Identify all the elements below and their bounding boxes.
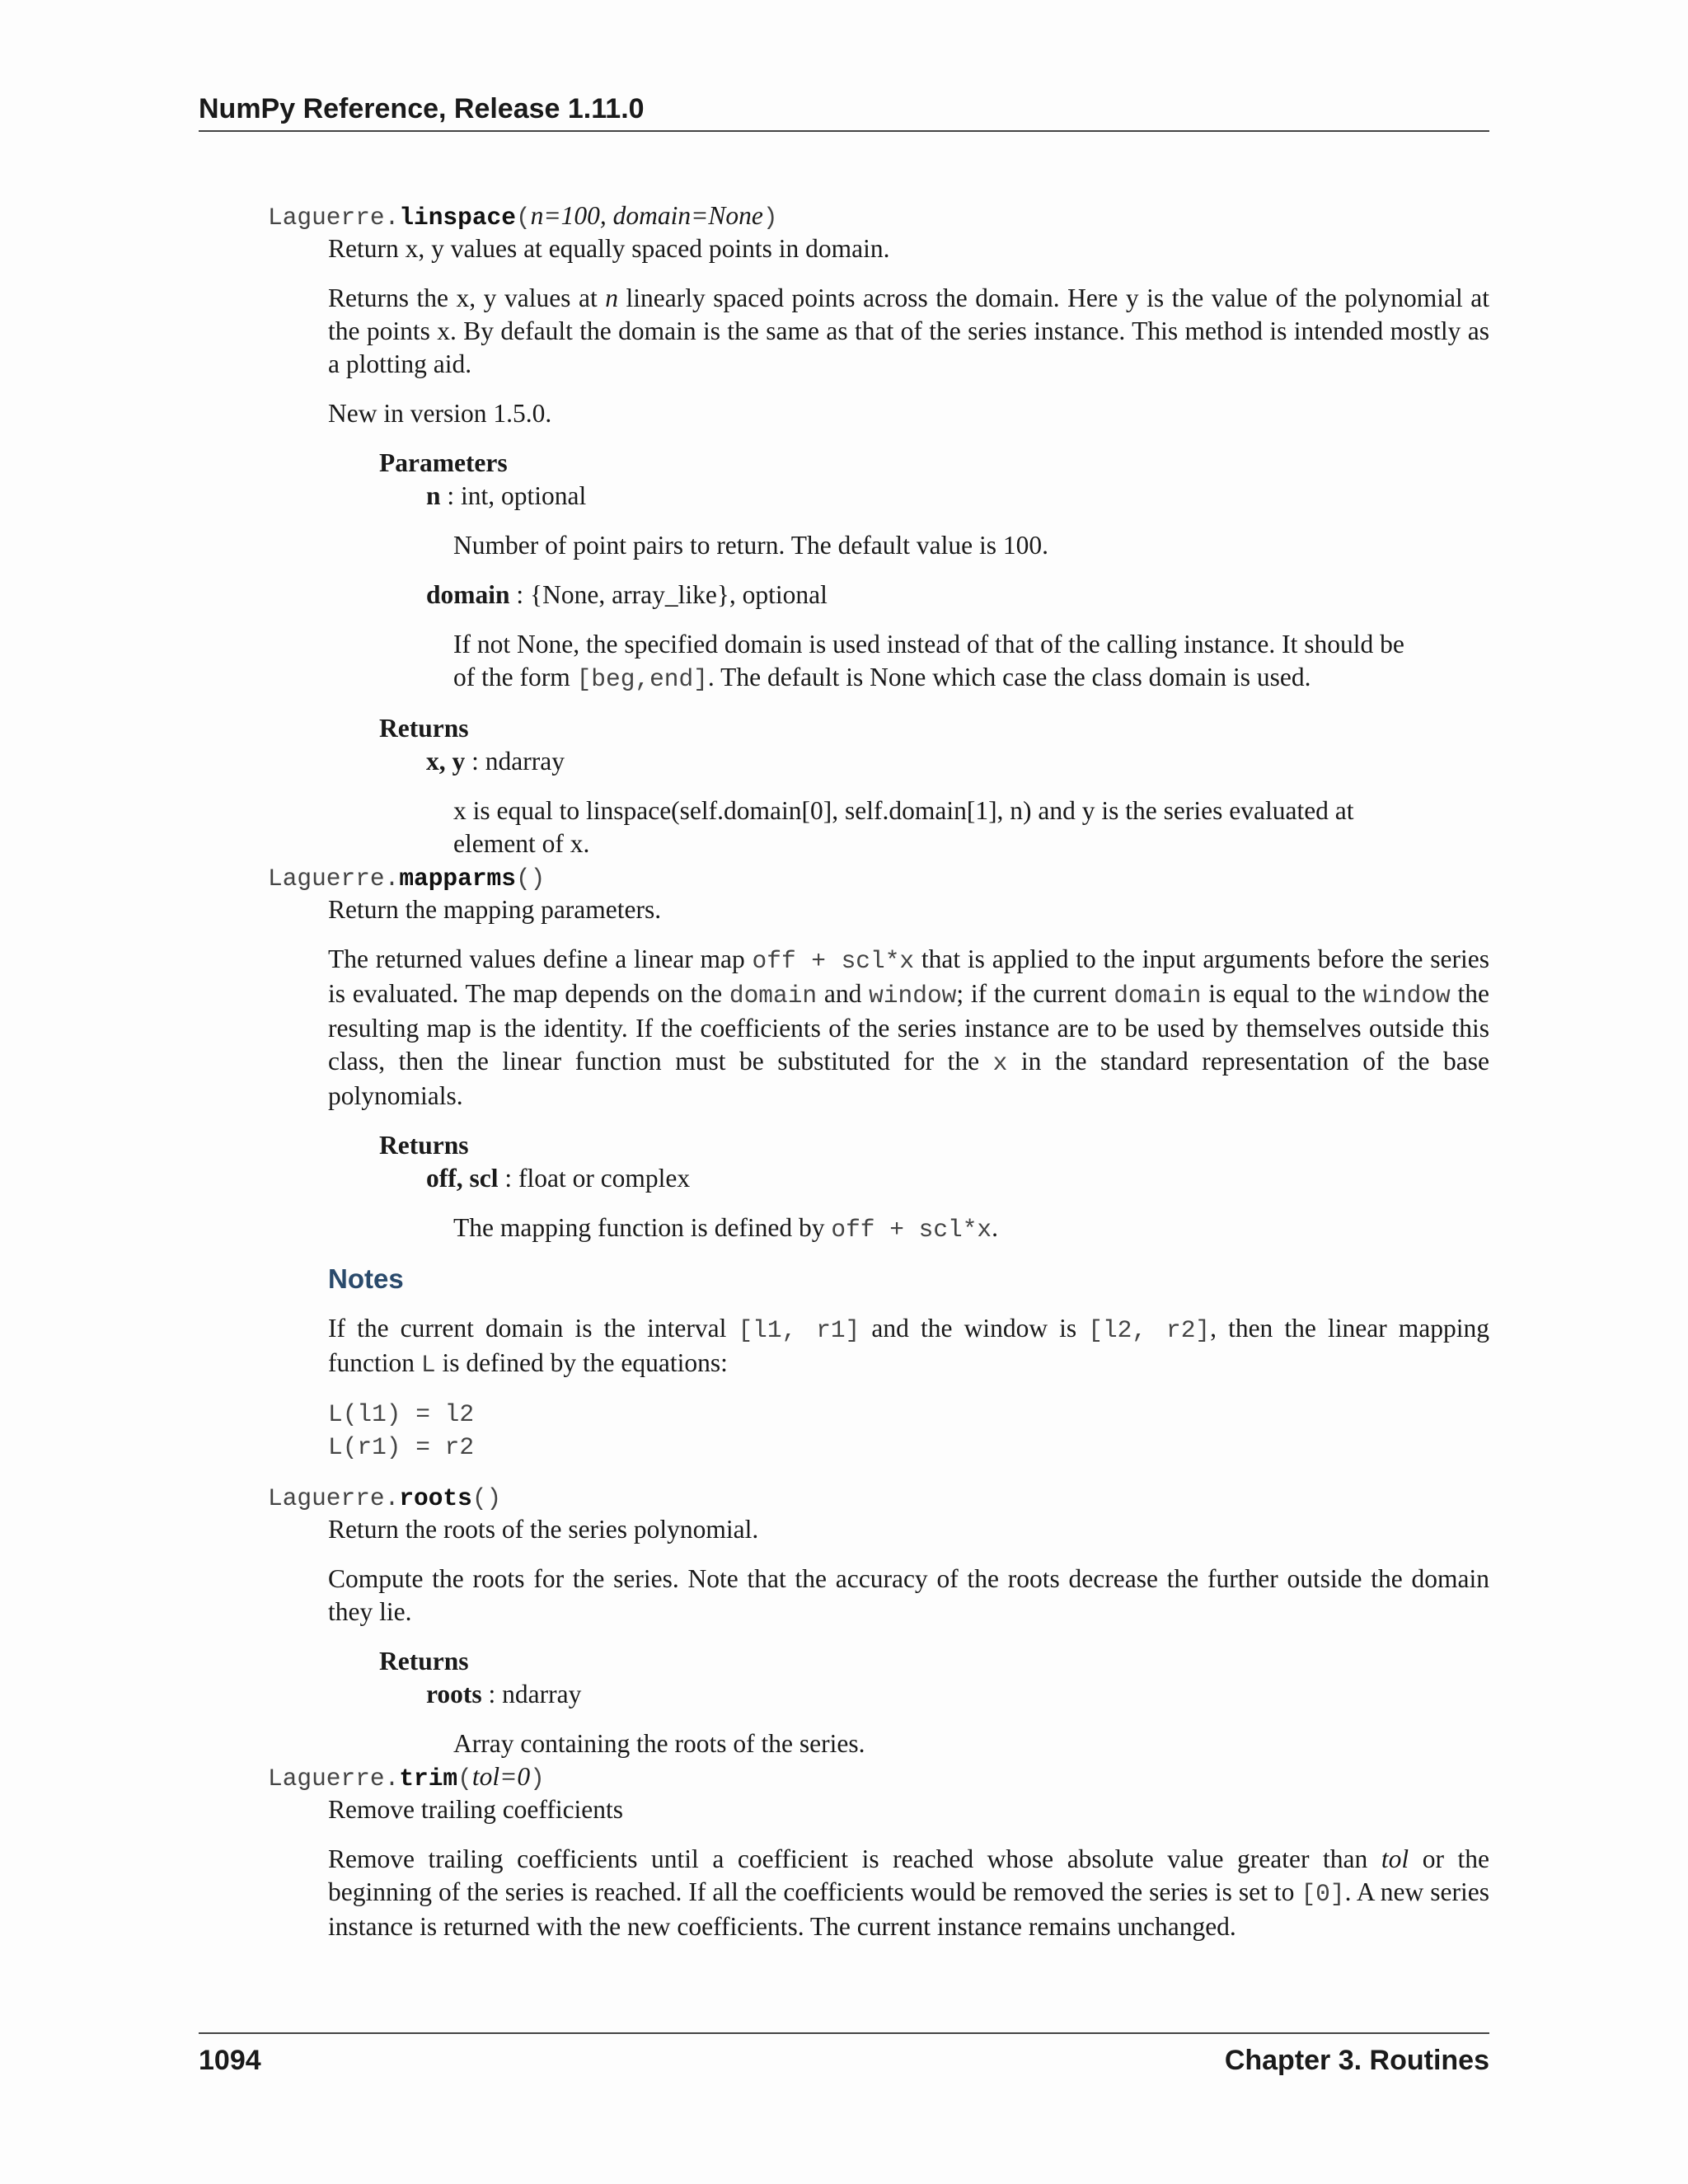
returns-heading: Returns <box>379 1131 469 1160</box>
return-name: x, y <box>426 747 466 776</box>
version-note: New in version 1.5.0. <box>328 399 552 428</box>
return-type: : float or complex <box>498 1164 691 1193</box>
notes-heading: Notes <box>328 1263 404 1294</box>
method-name: roots <box>399 1484 472 1512</box>
param-n <box>426 480 1489 513</box>
class-prefix: Laguerre. <box>268 1765 400 1793</box>
page-content <box>0 199 1688 1960</box>
text: linearly spaced points across the domain. Here y is the value of the polynomial at the points x. By default the domain is the same as that of the series instance. This method is intended mostly as a plotting aid. <box>328 284 1489 378</box>
text: If not None, the specified domain is used instead of that of the calling instance. It should be of the form <box>453 630 1404 691</box>
return-description: Array containing the roots of the series. <box>453 1729 865 1758</box>
method-args: tol=0 <box>471 1762 531 1791</box>
return-type: : ndarray <box>481 1680 582 1708</box>
method-body-linspace <box>328 232 1489 860</box>
inline-code: [l2, r2] <box>1088 1316 1211 1344</box>
parens: () <box>515 865 546 893</box>
summary: Remove trailing coefficients <box>328 1795 624 1824</box>
paren-open: ( <box>457 1765 472 1793</box>
inline-code: [l1, r1] <box>738 1316 860 1344</box>
return-off-scl <box>426 1162 1489 1195</box>
inline-code: [0] <box>1301 1880 1345 1908</box>
returns-heading: Returns <box>379 1647 469 1675</box>
code-block <box>328 1398 1489 1464</box>
page-footer <box>199 2032 1489 2077</box>
summary: Return x, y values at equally spaced points in domain. <box>328 234 890 263</box>
inline-code: x <box>992 1049 1008 1077</box>
text-italic: n <box>605 284 618 312</box>
inline-code: domain <box>1114 982 1202 1010</box>
text: the resulting map is the identity. If the coefficients of the series instance are to be used by themselves outside this class, then the linear function must be substituted for the <box>328 979 1490 1076</box>
page-header <box>199 92 1489 132</box>
description: Compute the roots for the series. Note that the accuracy of the roots decrease the further outside the domain they lie. <box>328 1564 1489 1626</box>
description <box>328 1843 1489 1943</box>
class-prefix: Laguerre. <box>268 865 400 893</box>
chapter-title: Chapter 3. Routines <box>1224 2045 1489 2076</box>
text: Remove trailing coefficients until a coefficient is reached whose absolute value greater than <box>328 1844 1381 1873</box>
text: that is applied to the input arguments before the series is evaluated. The map depends on the <box>328 944 1489 1008</box>
page-number: 1094 <box>199 2045 261 2076</box>
description <box>328 282 1489 381</box>
text: in the standard representation of the base polynomials. <box>328 1047 1489 1110</box>
text: If the current domain is the interval <box>328 1314 738 1343</box>
code-line: L(r1) = r2 <box>328 1433 475 1461</box>
method-body-roots <box>328 1513 1489 1760</box>
text: and <box>817 979 870 1008</box>
method-signature-trim <box>268 1760 1688 1793</box>
param-description <box>453 628 1409 696</box>
text: is defined by the equations: <box>435 1348 728 1377</box>
summary: Return the roots of the series polynomial. <box>328 1515 759 1544</box>
inline-code: off + scl*x <box>831 1216 992 1244</box>
inline-code: window <box>869 982 957 1010</box>
method-name: mapparms <box>399 865 516 893</box>
inline-code: window <box>1362 982 1451 1010</box>
text: ; if the current <box>956 979 1114 1008</box>
param-type: : {None, array_like}, optional <box>509 580 828 609</box>
text: is equal to the <box>1201 979 1363 1008</box>
text: The mapping function is defined by <box>453 1213 832 1242</box>
method-name: trim <box>399 1765 458 1793</box>
summary: Return the mapping parameters. <box>328 895 662 924</box>
method-signature-mapparms <box>268 860 1688 893</box>
paren-close: ) <box>762 204 778 232</box>
param-description: Number of point pairs to return. The default value is 100. <box>453 531 1048 560</box>
return-xy <box>426 745 1489 778</box>
method-body-mapparms <box>328 893 1489 1464</box>
inline-code: [beg,end] <box>576 665 708 693</box>
text: The returned values define a linear map <box>328 944 753 973</box>
paren-open: ( <box>515 204 531 232</box>
return-roots <box>426 1678 1489 1711</box>
inline-code: off + scl*x <box>752 947 915 975</box>
class-prefix: Laguerre. <box>268 1484 400 1512</box>
inline-code: L <box>420 1351 436 1379</box>
method-body-trim <box>328 1793 1489 1943</box>
method-signature-roots <box>268 1480 1688 1513</box>
method-signature-linspace <box>268 199 1688 232</box>
text: , then the linear mapping function <box>328 1314 1490 1377</box>
text-italic: tol <box>1381 1844 1409 1873</box>
header-title: NumPy Reference, Release 1.11.0 <box>199 93 645 124</box>
text: . A new series instance is returned with the new coefficients. The current instance remains unchanged. <box>328 1877 1489 1941</box>
return-name: roots <box>426 1680 482 1708</box>
param-name: domain <box>426 580 510 609</box>
text: . <box>992 1213 999 1242</box>
parens: () <box>471 1484 502 1512</box>
returns-heading: Returns <box>379 714 469 743</box>
param-name: n <box>426 481 441 510</box>
class-prefix: Laguerre. <box>268 204 400 232</box>
return-name: off, scl <box>426 1164 499 1193</box>
description <box>328 943 1489 1113</box>
param-domain <box>426 579 1489 612</box>
parameters-heading: Parameters <box>379 448 508 477</box>
text: and the window is <box>860 1314 1089 1343</box>
notes-text <box>328 1312 1489 1381</box>
param-type: : int, optional <box>440 481 587 510</box>
return-type: : ndarray <box>465 747 565 776</box>
method-name: linspace <box>399 204 516 232</box>
text: or the beginning of the series is reached. If all the coefficients would be removed the series is set to <box>328 1844 1489 1906</box>
method-args: n=100, domain=None <box>530 201 763 230</box>
code-line: L(l1) = l2 <box>328 1400 475 1428</box>
text: . The default is None which case the class domain is used. <box>707 663 1311 691</box>
paren-close: ) <box>530 1765 545 1793</box>
inline-code: domain <box>729 982 818 1010</box>
text: Returns the x, y values at <box>328 284 606 312</box>
return-description: x is equal to linspace(self.domain[0], self.domain[1], n) and y is the series evaluated at element of x. <box>453 796 1354 858</box>
return-description <box>453 1212 1409 1246</box>
